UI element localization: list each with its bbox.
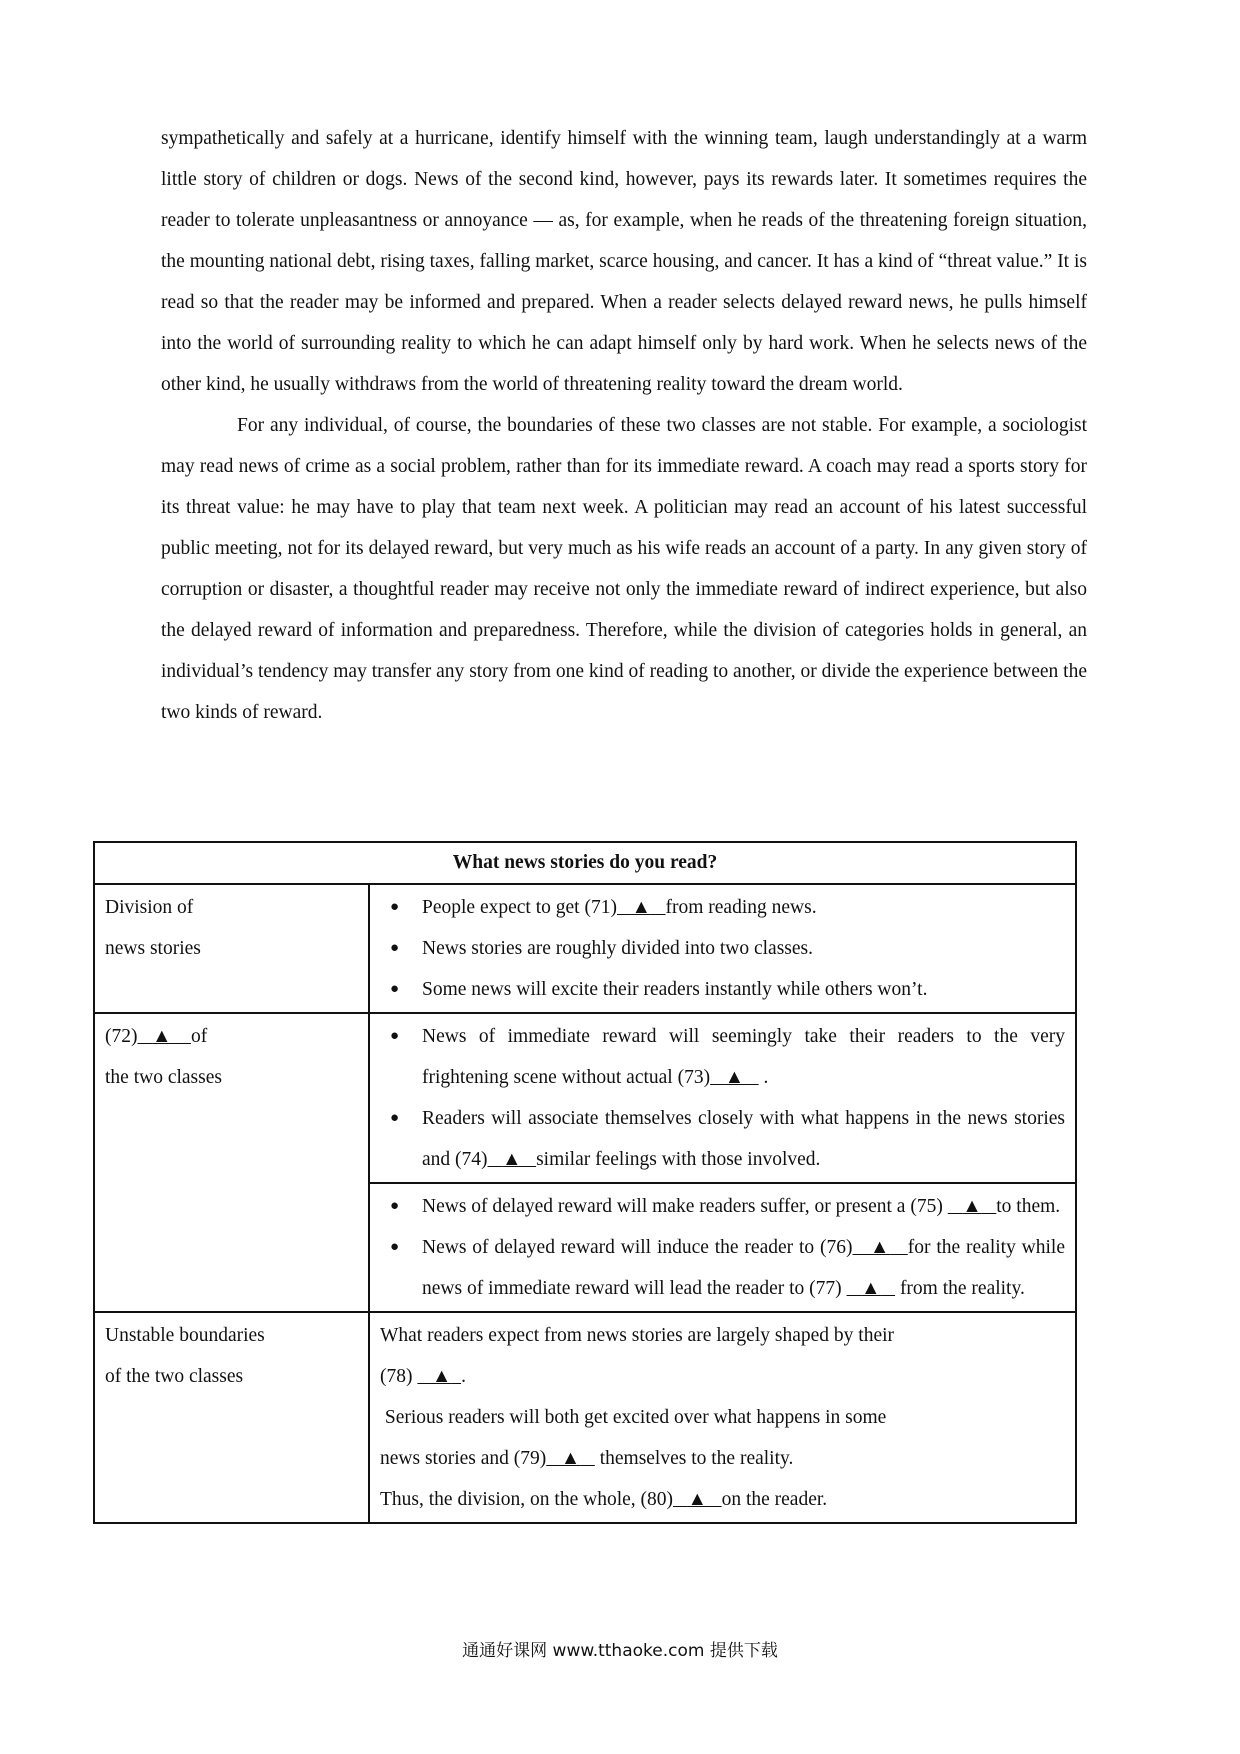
summary-table xyxy=(93,841,1077,1524)
passage-paragraph-1: sympathetically and safely at a hurricane, identify himself with the winning team, laugh understandingly at a warm little story of children or dogs. News of the second kind, however, pays its rewards later. It sometimes requires the reader to tolerate unpleasantness or annoyance — as, for example, when he reads of the threatening foreign situation, the mounting national debt, rising taxes, falling market, scarce housing, and cancer. It has a kind of “threat value.” It is read so that the reader may be informed and prepared. When a reader selects delayed reward news, he pulls himself into the world of surrounding reality to which he can adapt himself only by hard work. When he selects news of the other kind, he usually withdraws from the world of threatening reality toward the dream world. xyxy=(161,128,1087,395)
reading-passage xyxy=(161,118,1087,733)
row-heading-classes xyxy=(94,1013,369,1312)
bullet-item: ● Some news will excite their readers instantly while others won’t. xyxy=(380,969,1065,1010)
bullet-item: ● News of delayed reward will induce the reader to (76) ▲ for the reality while news of immediate reward will lead the reader to (77) ▲ from the reality. xyxy=(380,1227,1065,1309)
answer-blank-73[interactable]: ▲ xyxy=(724,1067,745,1088)
table-row xyxy=(94,1312,1076,1523)
bullet-item: ● News of delayed reward will make readers suffer, or present a (75) ▲ to them. xyxy=(380,1186,1065,1227)
row-heading-line: news stories xyxy=(105,938,201,959)
row-heading-line: of the two classes xyxy=(105,1366,244,1387)
row-content-unstable xyxy=(369,1312,1076,1523)
bullet-item: ● People expect to get (71) ▲ from reading news. xyxy=(380,887,1065,928)
bullet-item: ● Readers will associate themselves closely with what happens in the news stories and (74) ▲ similar feelings with those involved. xyxy=(380,1098,1065,1180)
row-heading-line: Division of xyxy=(105,897,194,918)
answer-blank-77[interactable]: ▲ xyxy=(861,1278,881,1299)
row-content-delayed xyxy=(369,1183,1076,1312)
bullet-icon: ● xyxy=(390,1110,400,1126)
answer-blank-78[interactable]: ▲ xyxy=(432,1366,452,1387)
answer-blank-75[interactable]: ▲ xyxy=(962,1196,982,1217)
answer-blank-79[interactable]: ▲ xyxy=(560,1448,581,1469)
bullet-icon: ● xyxy=(390,1239,400,1255)
row-heading-line: (72) ▲ of xyxy=(105,1026,208,1047)
row-heading-line: Unstable boundaries xyxy=(105,1325,265,1346)
bullet-icon: ● xyxy=(390,1198,400,1214)
bullet-icon: ● xyxy=(390,899,400,915)
content-line: (78) ▲ . xyxy=(380,1366,466,1387)
content-line: news stories and (79) ▲ themselves to the reality. xyxy=(380,1448,794,1469)
answer-blank-71[interactable]: ▲ xyxy=(631,897,651,918)
bullet-icon: ● xyxy=(390,981,400,997)
answer-blank-74[interactable]: ▲ xyxy=(502,1149,522,1170)
table-row xyxy=(94,1013,1076,1183)
content-line: Serious readers will both get excited over what happens in some xyxy=(384,1407,887,1428)
row-content-division xyxy=(369,884,1076,1013)
answer-blank-80[interactable]: ▲ xyxy=(687,1489,707,1510)
answer-blank-76[interactable]: ▲ xyxy=(870,1237,891,1258)
passage-paragraph-2: For any individual, of course, the boundaries of these two classes are not stable. For example, a sociologist may read news of crime as a social problem, rather than for its immediate reward. A coach may read a sports story for its threat value: he may have to play that team next week. A politician may read an account of his latest successful public meeting, not for its delayed reward, but very much as his wife reads an account of a party. In any given story of corruption or disaster, a thoughtful reader may receive not only the immediate reward of indirect experience, but also the delayed reward of information and preparedness. Therefore, while the division of categories holds in general, an individual’s tendency may transfer any story from one kind of reading to another, or divide the experience between the two kinds of reward. xyxy=(161,415,1087,723)
content-line: Thus, the division, on the whole, (80) ▲ on the reader. xyxy=(380,1489,828,1510)
row-heading-line: the two classes xyxy=(105,1067,222,1088)
row-heading-unstable xyxy=(94,1312,369,1523)
row-heading-division xyxy=(94,884,369,1013)
bullet-item: ● News of immediate reward will seemingly take their readers to the very frightening scene without actual (73) ▲ . xyxy=(380,1016,1065,1098)
bullet-item: ● News stories are roughly divided into two classes. xyxy=(380,928,1065,969)
bullet-icon: ● xyxy=(390,1028,400,1044)
content-line: What readers expect from news stories are largely shaped by their xyxy=(380,1325,895,1346)
page-footer: 通通好课网 www.tthaoke.com 提供下载 xyxy=(462,1641,778,1661)
row-content-immediate xyxy=(369,1013,1076,1183)
answer-blank-72[interactable]: ▲ xyxy=(152,1026,172,1047)
bullet-icon: ● xyxy=(390,940,400,956)
table-row xyxy=(94,884,1076,1013)
table-title: What news stories do you read? xyxy=(94,842,1076,884)
